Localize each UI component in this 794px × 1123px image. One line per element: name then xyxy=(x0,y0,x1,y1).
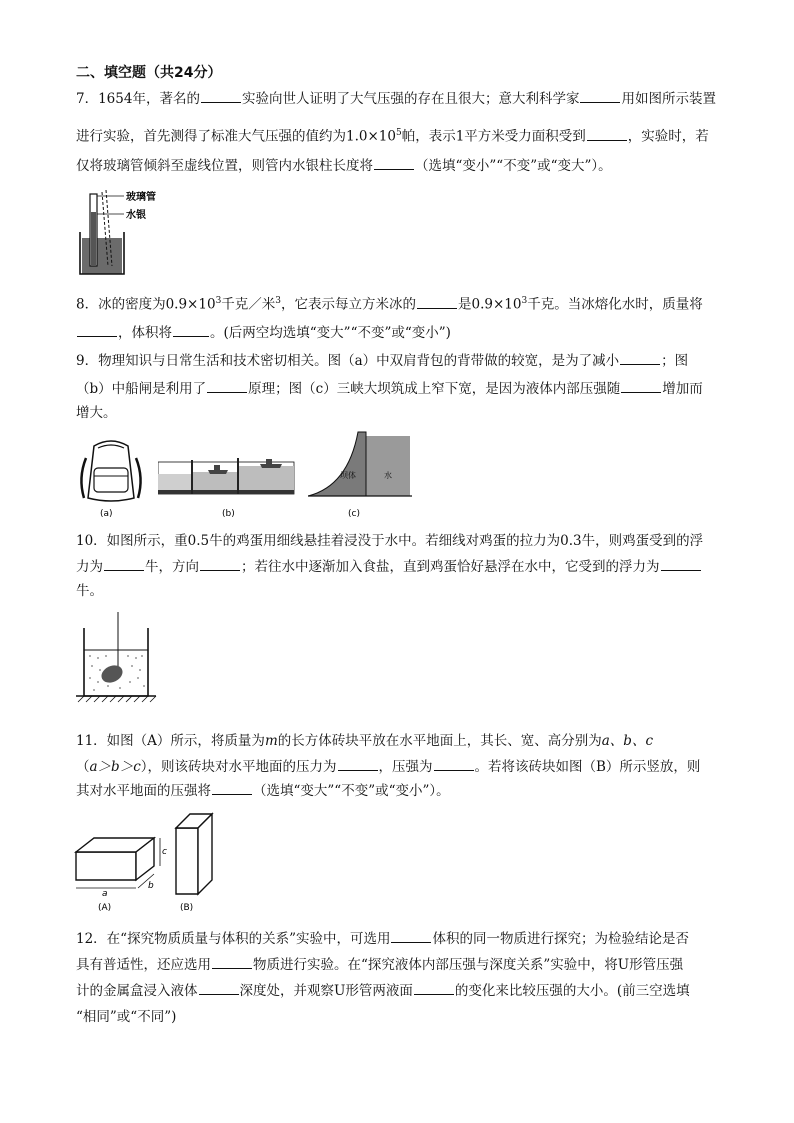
dim-b-label: b xyxy=(148,881,154,891)
q10-text: ；若往水中逐渐加入食盐，直到鸡蛋恰好悬浮在水中，它受到的浮力为 xyxy=(241,559,660,575)
q7-text: 进行实验，首先测得了标准大气压强的值约为1.0×10 xyxy=(76,128,396,145)
q9-text: （b）中船闸是利用了 xyxy=(76,381,207,397)
q7-blank-4[interactable] xyxy=(374,155,414,170)
q11-text: 11．如图（A）所示，将质量为 xyxy=(76,733,265,749)
ship-cabin xyxy=(266,459,272,464)
q11-blank-2[interactable] xyxy=(434,756,474,771)
q9-line-2 xyxy=(76,378,703,400)
q8-line-1 xyxy=(76,290,703,316)
q7-text: 实验向世人证明了大气压强的存在且很大；意大利科学家 xyxy=(241,91,580,107)
q7-blank-1[interactable] xyxy=(201,88,241,103)
q12-text: 深度处，并观察U形管两液面 xyxy=(239,983,413,999)
q8-blank-2[interactable] xyxy=(77,322,117,337)
reservoir-water xyxy=(366,436,410,496)
q9-blank-2[interactable] xyxy=(207,378,247,393)
torricelli-barometer-figure xyxy=(76,186,186,278)
q7-text: 7．1654年，著名的 xyxy=(76,91,200,107)
q7-blank-2[interactable] xyxy=(580,88,620,103)
q8-exponent: 3 xyxy=(215,296,222,306)
q11-text: ），则该砖块对水平地面的压力为 xyxy=(140,759,337,775)
q10-line-3: 牛。 xyxy=(76,583,103,599)
q11-text: ，压强为 xyxy=(378,759,433,775)
lock-floor xyxy=(158,490,294,494)
q11-line-3 xyxy=(76,780,450,802)
q8-blank-3[interactable] xyxy=(173,322,209,337)
q9-text: 增加而 xyxy=(662,381,703,397)
label-glass-tube: 玻璃管 xyxy=(126,192,156,203)
q9-blank-1[interactable] xyxy=(620,350,660,365)
lock-gate xyxy=(191,460,193,494)
q12-blank-3[interactable] xyxy=(199,980,239,995)
backpack-figure xyxy=(76,438,146,520)
egg xyxy=(99,662,126,686)
q11-text: 的长方体砖块平放在水平地面上，其长、宽、高分别为 xyxy=(277,733,602,749)
q8-line-2 xyxy=(76,322,451,344)
q7-blank-3[interactable] xyxy=(587,126,627,141)
q11-text: 。若将该砖块如图（B）所示竖放，则 xyxy=(474,759,701,775)
q12-text: 12．在“探究物质质量与体积的关系”实验中，可选用 xyxy=(76,931,391,947)
backpack-strap xyxy=(136,458,141,498)
water-high xyxy=(238,466,294,494)
caption-A: (A) xyxy=(98,903,112,913)
q8-text: 是0.9×10 xyxy=(458,296,522,313)
q10-blank-3[interactable] xyxy=(661,556,701,571)
q10-text: 力为 xyxy=(76,559,103,575)
q11-text: 其对水平地面的压强将 xyxy=(76,783,211,799)
beaker xyxy=(84,628,148,696)
q9-text: 9．物理知识与日常生活和技术密切相关。图（a）中双肩背包的背带做的较宽，是为了减小 xyxy=(76,353,620,369)
dim-a-label: a xyxy=(102,889,108,899)
q8-text: 。(后两空均选填“变大”“不变”或“变小”) xyxy=(210,325,451,341)
dim-c-label: c xyxy=(162,847,167,857)
label-mercury: 水银 xyxy=(126,210,146,221)
q8-text: 千克／米 xyxy=(221,296,276,313)
q7-text: （选填“变小”“不变”或“变大”）。 xyxy=(415,158,612,174)
lock-gate xyxy=(237,458,239,494)
brick-b-side xyxy=(198,814,212,894)
ship xyxy=(208,470,228,474)
q11-blank-1[interactable] xyxy=(338,756,378,771)
q8-exponent: 3 xyxy=(521,296,528,306)
q9-blank-3[interactable] xyxy=(621,378,661,393)
section-title: 二、填空题（共24分） xyxy=(76,65,222,81)
q11-mass-symbol: m xyxy=(264,733,278,749)
q8-text: ，体积将 xyxy=(118,325,172,341)
q9-line-3: 增大。 xyxy=(76,405,117,421)
q7-line-1 xyxy=(76,88,716,110)
q10-blank-1[interactable] xyxy=(104,556,144,571)
q8-blank-1[interactable] xyxy=(417,294,457,309)
q12-blank-2[interactable] xyxy=(212,954,252,969)
q10-line-1: 10．如图所示，重0.5牛的鸡蛋用细线悬挂着浸没于水中。若细线对鸡蛋的拉力为0.3牛，则鸡蛋受到的浮 xyxy=(76,533,704,549)
q8-text: 8．冰的密度为0.9×10 xyxy=(76,296,216,313)
mercury-column xyxy=(91,212,96,266)
brick-figure xyxy=(72,812,222,914)
q10-text: 牛，方向 xyxy=(145,559,199,575)
egg-in-water-figure xyxy=(72,612,158,710)
q7-text: 用如图所示装置 xyxy=(621,91,716,107)
dam-body xyxy=(308,432,366,496)
q12-line-3 xyxy=(76,980,690,1002)
q11-condition: a＞b＞c xyxy=(89,759,141,775)
mercury-dish-fill xyxy=(82,238,122,274)
table-hatch xyxy=(78,696,156,702)
q10-line-2 xyxy=(76,556,702,578)
q11-line-2 xyxy=(76,756,700,778)
caption-b: (b) xyxy=(222,509,235,519)
caption-c: (c) xyxy=(348,509,360,519)
q11-dimensions: a、b、c xyxy=(601,733,654,749)
q7-exponent: 5 xyxy=(395,128,402,138)
q9-text: ；图 xyxy=(661,353,689,369)
q9-line-1 xyxy=(76,350,688,372)
q9-text: 原理；图（c）三峡大坝筑成上窄下宽，是因为液体内部压强随 xyxy=(248,381,621,397)
q12-text: 具有普适性，还应选用 xyxy=(76,957,211,973)
caption-B: (B) xyxy=(180,903,194,913)
q7-line-3 xyxy=(76,155,612,177)
q11-text: （ xyxy=(76,759,90,775)
q12-text: 的变化来比较压强的大小。(前三空选填 xyxy=(454,983,690,999)
q7-text: 仅将玻璃管倾斜至虚线位置，则管内水银柱长度将 xyxy=(76,158,373,174)
backpack-pocket xyxy=(94,468,128,492)
q11-text: （选填“变大”“不变”或“变小”）。 xyxy=(253,783,450,799)
q12-line-4: “相同”或“不同”) xyxy=(76,1009,177,1025)
q10-blank-2[interactable] xyxy=(200,556,240,571)
ship-lock-figure xyxy=(158,452,298,520)
dam-figure xyxy=(308,430,414,520)
q12-blank-1[interactable] xyxy=(391,928,431,943)
dam-label: 坝体 xyxy=(340,471,356,480)
q12-text: 物质进行实验。在“探究液体内部压强与深度关系”实验中，将U形管压强 xyxy=(253,957,684,973)
q12-text: 计的金属盒浸入液体 xyxy=(76,983,198,999)
water-label: 水 xyxy=(384,471,392,480)
q11-line-1 xyxy=(76,730,653,752)
q12-line-1 xyxy=(76,928,689,950)
ship xyxy=(260,464,282,468)
q7-line-2 xyxy=(76,122,709,148)
q7-text: ，实验时，若 xyxy=(627,128,709,145)
q8-exponent: 3 xyxy=(275,296,282,306)
ship-cabin xyxy=(214,465,220,470)
q8-text: 千克。当冰熔化水时，质量将 xyxy=(527,296,703,313)
q12-blank-4[interactable] xyxy=(414,980,454,995)
caption-a: (a) xyxy=(100,509,113,519)
q11-blank-3[interactable] xyxy=(212,780,252,795)
q7-text: 帕，表示1平方米受力面积受到 xyxy=(401,128,586,145)
brick-b-front xyxy=(176,828,198,894)
q12-text: 体积的同一物质进行探究；为检验结论是否 xyxy=(432,931,689,947)
q12-line-2 xyxy=(76,954,683,976)
backpack-strap xyxy=(81,458,86,498)
brick-a-front xyxy=(76,852,136,880)
q8-text: ，它表示每立方米冰的 xyxy=(281,296,417,313)
